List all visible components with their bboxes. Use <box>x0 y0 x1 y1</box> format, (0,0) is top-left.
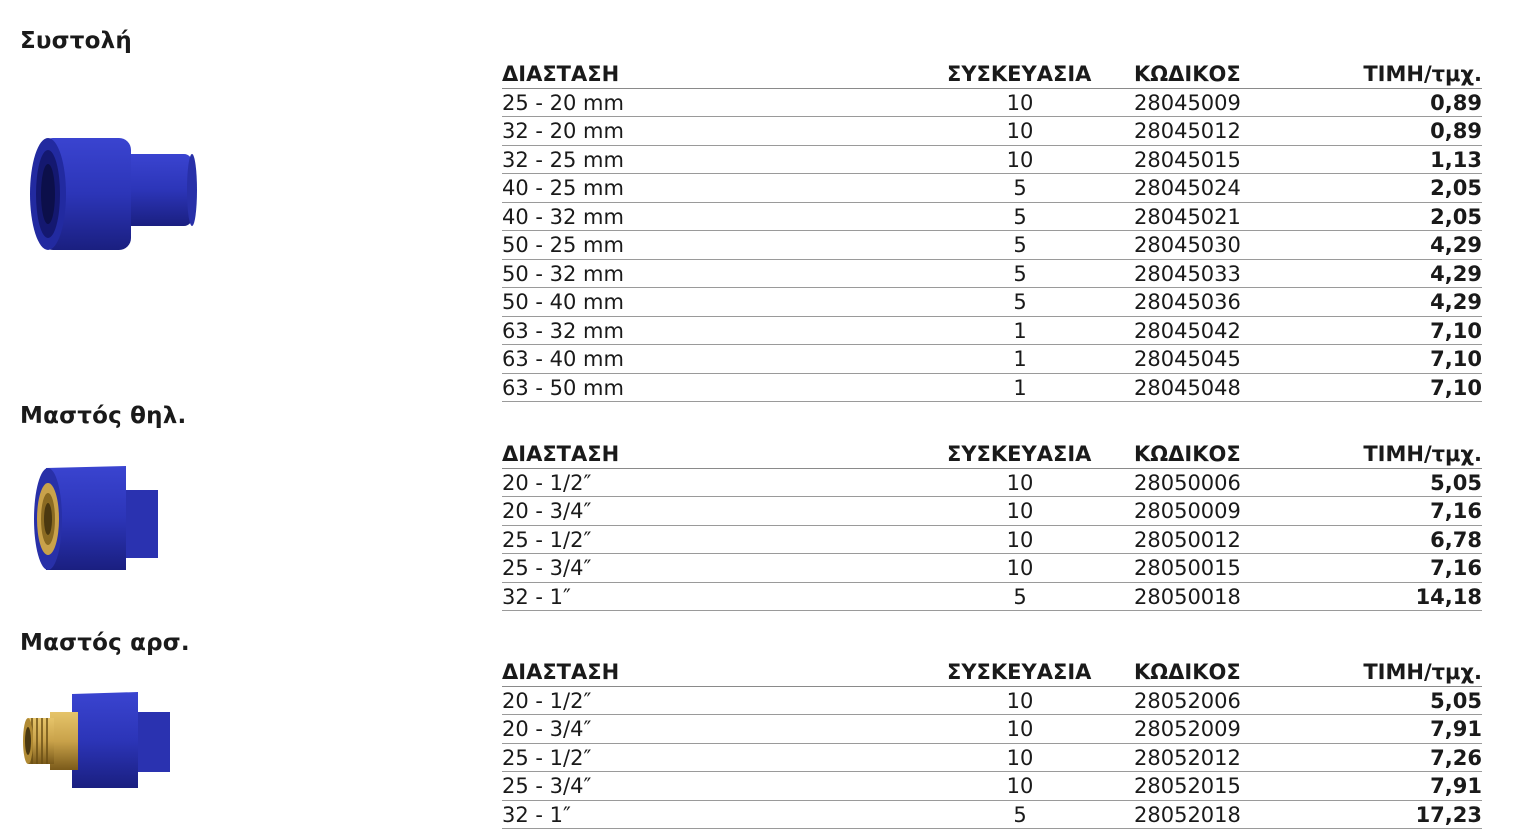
cell-packaging: 1 <box>1013 347 1027 371</box>
header-code: ΚΩΔΙΚΟΣ <box>1134 62 1241 86</box>
cell-code: 28052015 <box>1134 774 1241 798</box>
cell-dimension: 20 - 3/4″ <box>502 499 592 523</box>
cell-price: 17,23 <box>1415 802 1482 827</box>
male-adapter-table <box>502 658 1482 829</box>
cell-dimension: 32 - 25 mm <box>502 147 624 172</box>
table-row <box>502 715 1482 744</box>
header-dimension: ΔΙΑΣΤΑΣΗ <box>502 660 620 684</box>
header-price: ΤΙΜΗ/τμχ. <box>1363 62 1482 86</box>
cell-packaging: 5 <box>1013 261 1027 286</box>
cell-price: 2,05 <box>1430 204 1482 229</box>
cell-packaging: 1 <box>1013 375 1027 400</box>
cell-code: 28052006 <box>1134 688 1241 713</box>
cell-dimension: 63 - 50 mm <box>502 375 624 400</box>
cell-packaging: 5 <box>1013 204 1027 229</box>
section-title: Συστολή <box>20 28 132 54</box>
cell-code: 28045036 <box>1134 290 1241 314</box>
cell-price: 0,89 <box>1430 119 1482 143</box>
table-row <box>502 317 1482 346</box>
cell-code: 28045042 <box>1134 318 1241 343</box>
cell-packaging: 5 <box>1013 584 1027 609</box>
table-row <box>502 260 1482 289</box>
cell-code: 28050009 <box>1134 499 1241 523</box>
header-dimension: ΔΙΑΣΤΑΣΗ <box>502 442 620 466</box>
cell-dimension: 50 - 25 mm <box>502 233 624 257</box>
table-row <box>502 345 1482 374</box>
cell-dimension: 40 - 25 mm <box>502 176 624 200</box>
cell-code: 28045015 <box>1134 147 1241 172</box>
reducer-fitting-image <box>26 128 198 258</box>
table-row <box>502 288 1482 317</box>
cell-code: 28050018 <box>1134 584 1241 609</box>
female-adapter-table <box>502 440 1482 611</box>
cell-packaging: 10 <box>1006 774 1034 798</box>
cell-dimension: 63 - 32 mm <box>502 318 624 343</box>
cell-packaging: 5 <box>1013 233 1027 257</box>
header-dimension: ΔΙΑΣΤΑΣΗ <box>502 62 620 86</box>
header-code: ΚΩΔΙΚΟΣ <box>1134 442 1241 466</box>
header-packaging: ΣΥΣΚΕΥΑΣΙΑ <box>947 660 1092 684</box>
header-price: ΤΙΜΗ/τμχ. <box>1363 660 1482 684</box>
cell-packaging: 10 <box>1006 147 1034 172</box>
cell-code: 28045030 <box>1134 233 1241 257</box>
table-header <box>502 658 1482 687</box>
table-row <box>502 174 1482 203</box>
cell-packaging: 5 <box>1013 176 1027 200</box>
cell-code: 28052018 <box>1134 802 1241 827</box>
cell-dimension: 25 - 3/4″ <box>502 774 592 798</box>
cell-price: 7,26 <box>1430 745 1482 770</box>
cell-code: 28045021 <box>1134 204 1241 229</box>
table-row <box>502 526 1482 555</box>
cell-code: 28050012 <box>1134 527 1241 552</box>
cell-price: 4,29 <box>1430 261 1482 286</box>
cell-dimension: 50 - 40 mm <box>502 290 624 314</box>
table-row <box>502 744 1482 773</box>
header-packaging: ΣΥΣΚΕΥΑΣΙΑ <box>947 62 1092 86</box>
cell-code: 28050015 <box>1134 556 1241 580</box>
cell-price: 7,10 <box>1430 375 1482 400</box>
cell-price: 7,91 <box>1430 717 1482 741</box>
cell-packaging: 5 <box>1013 290 1027 314</box>
cell-price: 7,16 <box>1430 556 1482 580</box>
table-row <box>502 772 1482 801</box>
cell-code: 28050006 <box>1134 470 1241 495</box>
table-header <box>502 60 1482 89</box>
cell-packaging: 10 <box>1006 745 1034 770</box>
cell-price: 4,29 <box>1430 233 1482 257</box>
cell-dimension: 25 - 1/2″ <box>502 527 592 552</box>
cell-code: 28045009 <box>1134 90 1241 115</box>
cell-code: 28045024 <box>1134 176 1241 200</box>
cell-price: 7,10 <box>1430 347 1482 371</box>
table-row <box>502 89 1482 118</box>
cell-price: 4,29 <box>1430 290 1482 314</box>
table-row <box>502 203 1482 232</box>
table-row <box>502 231 1482 260</box>
table-row <box>502 554 1482 583</box>
header-code: ΚΩΔΙΚΟΣ <box>1134 660 1241 684</box>
table-row <box>502 583 1482 612</box>
table-row <box>502 801 1482 830</box>
table-row <box>502 497 1482 526</box>
cell-code: 28045048 <box>1134 375 1241 400</box>
cell-packaging: 10 <box>1006 688 1034 713</box>
section-title: Μαστός θηλ. <box>20 403 187 429</box>
cell-price: 7,91 <box>1430 774 1482 798</box>
cell-packaging: 10 <box>1006 90 1034 115</box>
cell-price: 1,13 <box>1430 147 1482 172</box>
cell-packaging: 10 <box>1006 527 1034 552</box>
cell-packaging: 10 <box>1006 119 1034 143</box>
cell-code: 28045045 <box>1134 347 1241 371</box>
table-row <box>502 374 1482 403</box>
cell-dimension: 32 - 1″ <box>502 802 571 827</box>
cell-price: 7,16 <box>1430 499 1482 523</box>
cell-code: 28052012 <box>1134 745 1241 770</box>
cell-price: 14,18 <box>1415 584 1482 609</box>
cell-packaging: 10 <box>1006 470 1034 495</box>
header-packaging: ΣΥΣΚΕΥΑΣΙΑ <box>947 442 1092 466</box>
cell-dimension: 32 - 1″ <box>502 584 571 609</box>
cell-dimension: 63 - 40 mm <box>502 347 624 371</box>
cell-price: 2,05 <box>1430 176 1482 200</box>
cell-code: 28045033 <box>1134 261 1241 286</box>
cell-dimension: 40 - 32 mm <box>502 204 624 229</box>
cell-packaging: 10 <box>1006 499 1034 523</box>
cell-dimension: 25 - 1/2″ <box>502 745 592 770</box>
cell-dimension: 20 - 1/2″ <box>502 688 592 713</box>
cell-dimension: 25 - 3/4″ <box>502 556 592 580</box>
cell-dimension: 32 - 20 mm <box>502 119 624 143</box>
male-adapter-image <box>20 686 176 792</box>
cell-price: 5,05 <box>1430 688 1482 713</box>
cell-packaging: 5 <box>1013 802 1027 827</box>
female-adapter-image <box>26 462 166 574</box>
cell-packaging: 1 <box>1013 318 1027 343</box>
cell-price: 7,10 <box>1430 318 1482 343</box>
header-price: ΤΙΜΗ/τμχ. <box>1363 442 1482 466</box>
cell-dimension: 20 - 1/2″ <box>502 470 592 495</box>
table-row <box>502 469 1482 498</box>
cell-price: 5,05 <box>1430 470 1482 495</box>
section-title: Μαστός αρσ. <box>20 630 190 656</box>
cell-price: 6,78 <box>1430 527 1482 552</box>
cell-code: 28052009 <box>1134 717 1241 741</box>
reducer-table <box>502 60 1482 402</box>
cell-dimension: 50 - 32 mm <box>502 261 624 286</box>
table-row <box>502 146 1482 175</box>
table-header <box>502 440 1482 469</box>
table-row <box>502 687 1482 716</box>
cell-dimension: 20 - 3/4″ <box>502 717 592 741</box>
cell-price: 0,89 <box>1430 90 1482 115</box>
table-row <box>502 117 1482 146</box>
cell-packaging: 10 <box>1006 556 1034 580</box>
cell-dimension: 25 - 20 mm <box>502 90 624 115</box>
cell-code: 28045012 <box>1134 119 1241 143</box>
cell-packaging: 10 <box>1006 717 1034 741</box>
